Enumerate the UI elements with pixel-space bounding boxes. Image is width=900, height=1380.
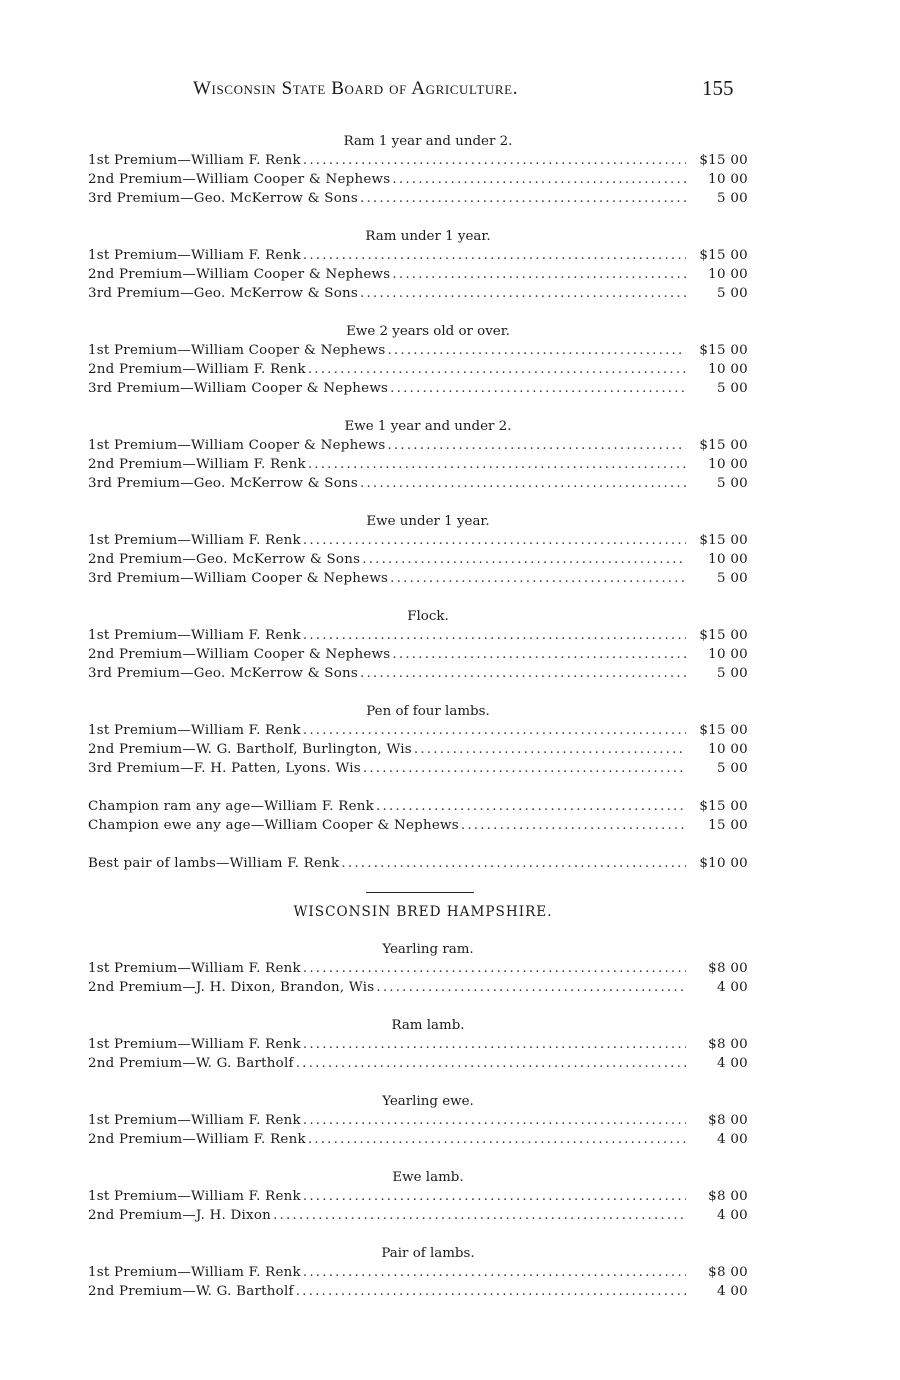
entry-amount: 4 00 — [716, 1056, 748, 1071]
dot-leader — [303, 626, 686, 645]
dot-leader — [303, 246, 686, 265]
class-section — [88, 512, 748, 588]
premium-row — [88, 436, 748, 455]
entry-text: 2nd Premium—W. G. Bartholf — [88, 1284, 294, 1299]
entry-amount: $15 00 — [699, 723, 748, 738]
entry-text: 3rd Premium—William Cooper & Nephews — [88, 381, 389, 396]
premium-list — [88, 132, 748, 1320]
entry-text: 2nd Premium—W. G. Bartholf — [88, 1056, 294, 1071]
class-section — [88, 1016, 748, 1073]
entry-amount: $15 00 — [699, 438, 748, 453]
class-title: Ram lamb. — [391, 1018, 465, 1033]
entry-amount: $15 00 — [699, 799, 748, 814]
entry-text: 1st Premium—William F. Renk — [88, 1037, 301, 1052]
entry-text: 1st Premium—William F. Renk — [88, 1265, 301, 1280]
premium-row — [88, 1206, 748, 1225]
dot-leader — [303, 1035, 686, 1054]
entry-amount: 10 00 — [708, 172, 748, 187]
entry-amount: $10 00 — [699, 856, 748, 871]
premium-row — [88, 1187, 748, 1206]
class-title: Yearling ewe. — [382, 1094, 474, 1109]
entry-text: 1st Premium—William F. Renk — [88, 533, 301, 548]
page-header — [0, 78, 900, 110]
entry-text: 2nd Premium—William Cooper & Nephews — [88, 647, 391, 662]
dot-leader — [308, 1130, 686, 1149]
dot-leader — [360, 284, 686, 303]
entry-amount: 5 00 — [716, 191, 748, 206]
entry-amount: 5 00 — [716, 666, 748, 681]
dot-leader — [376, 978, 686, 997]
entry-amount: 5 00 — [716, 476, 748, 491]
champion-row — [88, 816, 748, 835]
entry-text: 3rd Premium—F. H. Patten, Lyons. Wis — [88, 761, 361, 776]
dot-leader — [392, 645, 686, 664]
class-section — [88, 702, 748, 778]
premium-row — [88, 455, 748, 474]
dot-leader — [392, 265, 686, 284]
entry-text: Champion ewe any age—William Cooper & Nephews — [88, 818, 459, 833]
running-title: Wisconsin State Board of Agriculture. — [193, 78, 519, 99]
dot-leader — [363, 759, 686, 778]
dot-leader — [303, 151, 686, 170]
premium-row — [88, 1111, 748, 1130]
dot-leader — [303, 531, 686, 550]
premium-row — [88, 1282, 748, 1301]
dot-leader — [308, 455, 686, 474]
champion-row — [88, 797, 748, 816]
class-section — [88, 607, 748, 683]
premium-row — [88, 1054, 748, 1073]
entry-text: 2nd Premium—William F. Renk — [88, 1132, 306, 1147]
premium-row — [88, 379, 748, 398]
premium-row — [88, 360, 748, 379]
class-section — [88, 1244, 748, 1301]
class-title: Ewe under 1 year. — [366, 514, 490, 529]
entry-amount: 10 00 — [708, 742, 748, 757]
dot-leader — [360, 664, 686, 683]
entry-text: 1st Premium—William F. Renk — [88, 723, 301, 738]
premium-row — [88, 626, 748, 645]
premium-row — [88, 1035, 748, 1054]
premium-row — [88, 341, 748, 360]
best-pair-row — [88, 854, 748, 873]
class-title: Flock. — [407, 609, 449, 624]
entry-text: 1st Premium—William Cooper & Nephews — [88, 438, 386, 453]
class-section — [88, 1168, 748, 1225]
premium-row — [88, 1130, 748, 1149]
entry-text: 1st Premium—William F. Renk — [88, 628, 301, 643]
entry-amount: 5 00 — [716, 286, 748, 301]
entry-text: 1st Premium—William F. Renk — [88, 1113, 301, 1128]
entry-amount: 10 00 — [708, 552, 748, 567]
class-section — [88, 132, 748, 208]
dot-leader — [303, 1263, 686, 1282]
entry-amount: 5 00 — [716, 381, 748, 396]
dot-leader — [376, 797, 686, 816]
entry-amount: 4 00 — [716, 1132, 748, 1147]
breed-heading: WISCONSIN BRED HAMPSHIRE. — [293, 904, 553, 920]
entry-amount: $8 00 — [708, 1189, 748, 1204]
breed-class-sections — [88, 132, 748, 778]
class-title: Pair of lambs. — [381, 1246, 475, 1261]
premium-row — [88, 474, 748, 493]
premium-row — [88, 189, 748, 208]
premium-row — [88, 645, 748, 664]
entry-amount: $8 00 — [708, 1037, 748, 1052]
premium-row — [88, 550, 748, 569]
dot-leader — [303, 721, 686, 740]
dot-leader — [308, 360, 686, 379]
dot-leader — [461, 816, 686, 835]
class-section — [88, 227, 748, 303]
page-number: 155 — [702, 76, 734, 100]
premium-row — [88, 721, 748, 740]
class-title: Ewe lamb. — [392, 1170, 464, 1185]
best-pair-section — [88, 854, 748, 873]
entry-text: 1st Premium—William Cooper & Nephews — [88, 343, 386, 358]
entry-amount: 15 00 — [708, 818, 748, 833]
class-section — [88, 1092, 748, 1149]
dot-leader — [341, 854, 686, 873]
entry-text: 1st Premium—William F. Renk — [88, 153, 301, 168]
entry-text: 2nd Premium—William F. Renk — [88, 457, 306, 472]
entry-text: 2nd Premium—W. G. Bartholf, Burlington, Wis — [88, 742, 412, 757]
entry-amount: $8 00 — [708, 961, 748, 976]
premium-row — [88, 531, 748, 550]
dot-leader — [303, 1187, 686, 1206]
class-section — [88, 940, 748, 997]
entry-text: 3rd Premium—Geo. McKerrow & Sons — [88, 191, 359, 206]
entry-text: 2nd Premium—William Cooper & Nephews — [88, 172, 391, 187]
class-title: Pen of four lambs. — [366, 704, 490, 719]
premium-row — [88, 170, 748, 189]
entry-text: 3rd Premium—William Cooper & Nephews — [88, 571, 389, 586]
entry-text: 3rd Premium—Geo. McKerrow & Sons — [88, 476, 359, 491]
entry-amount: $15 00 — [699, 533, 748, 548]
premium-row — [88, 959, 748, 978]
entry-amount: $15 00 — [699, 248, 748, 263]
premium-row — [88, 151, 748, 170]
class-title: Ram under 1 year. — [365, 229, 491, 244]
champion-section — [88, 797, 748, 835]
dot-leader — [303, 959, 686, 978]
entry-amount: 4 00 — [716, 1208, 748, 1223]
dot-leader — [360, 474, 686, 493]
entry-amount: 5 00 — [716, 571, 748, 586]
entry-text: 2nd Premium—Geo. McKerrow & Sons — [88, 552, 361, 567]
entry-text: Champion ram any age—William F. Renk — [88, 799, 375, 814]
entry-text: 2nd Premium—William F. Renk — [88, 362, 306, 377]
entry-amount: 4 00 — [716, 1284, 748, 1299]
entry-amount: $15 00 — [699, 628, 748, 643]
premium-row — [88, 978, 748, 997]
class-section — [88, 322, 748, 398]
dot-leader — [387, 436, 686, 455]
premium-row — [88, 569, 748, 588]
premium-row — [88, 759, 748, 778]
hampshire-class-sections — [88, 940, 748, 1301]
entry-text: 3rd Premium—Geo. McKerrow & Sons — [88, 286, 359, 301]
entry-amount: $8 00 — [708, 1113, 748, 1128]
class-title: Ram 1 year and under 2. — [343, 134, 513, 149]
premium-row — [88, 284, 748, 303]
section-divider — [88, 886, 748, 902]
dot-leader — [392, 170, 686, 189]
premium-row — [88, 740, 748, 759]
dot-leader — [303, 1111, 686, 1130]
premium-row — [88, 1263, 748, 1282]
entry-text: 2nd Premium—William Cooper & Nephews — [88, 267, 391, 282]
entry-amount: 5 00 — [716, 761, 748, 776]
entry-text: 1st Premium—William F. Renk — [88, 961, 301, 976]
entry-amount: $15 00 — [699, 153, 748, 168]
dot-leader — [273, 1206, 686, 1225]
dot-leader — [296, 1054, 686, 1073]
entry-amount: 10 00 — [708, 457, 748, 472]
class-title: Yearling ram. — [382, 942, 474, 957]
class-section — [88, 417, 748, 493]
premium-row — [88, 265, 748, 284]
class-title: Ewe 1 year and under 2. — [344, 419, 512, 434]
dot-leader — [360, 189, 686, 208]
dot-leader — [390, 569, 686, 588]
class-title: Ewe 2 years old or over. — [346, 324, 510, 339]
divider-rule — [366, 892, 474, 893]
entry-amount: $8 00 — [708, 1265, 748, 1280]
entry-amount: 4 00 — [716, 980, 748, 995]
entry-text: 1st Premium—William F. Renk — [88, 248, 301, 263]
entry-amount: 10 00 — [708, 362, 748, 377]
premium-row — [88, 664, 748, 683]
entry-text: 1st Premium—William F. Renk — [88, 1189, 301, 1204]
dot-leader — [296, 1282, 686, 1301]
entry-text: 3rd Premium—Geo. McKerrow & Sons — [88, 666, 359, 681]
premium-row — [88, 246, 748, 265]
entry-text: Best pair of lambs—William F. Renk — [88, 856, 340, 871]
entry-text: 2nd Premium—J. H. Dixon, Brandon, Wis — [88, 980, 375, 995]
entry-amount: 10 00 — [708, 267, 748, 282]
dot-leader — [390, 379, 686, 398]
entry-text: 2nd Premium—J. H. Dixon — [88, 1208, 272, 1223]
dot-leader — [362, 550, 686, 569]
entry-amount: $15 00 — [699, 343, 748, 358]
entry-amount: 10 00 — [708, 647, 748, 662]
dot-leader — [387, 341, 686, 360]
dot-leader — [414, 740, 686, 759]
